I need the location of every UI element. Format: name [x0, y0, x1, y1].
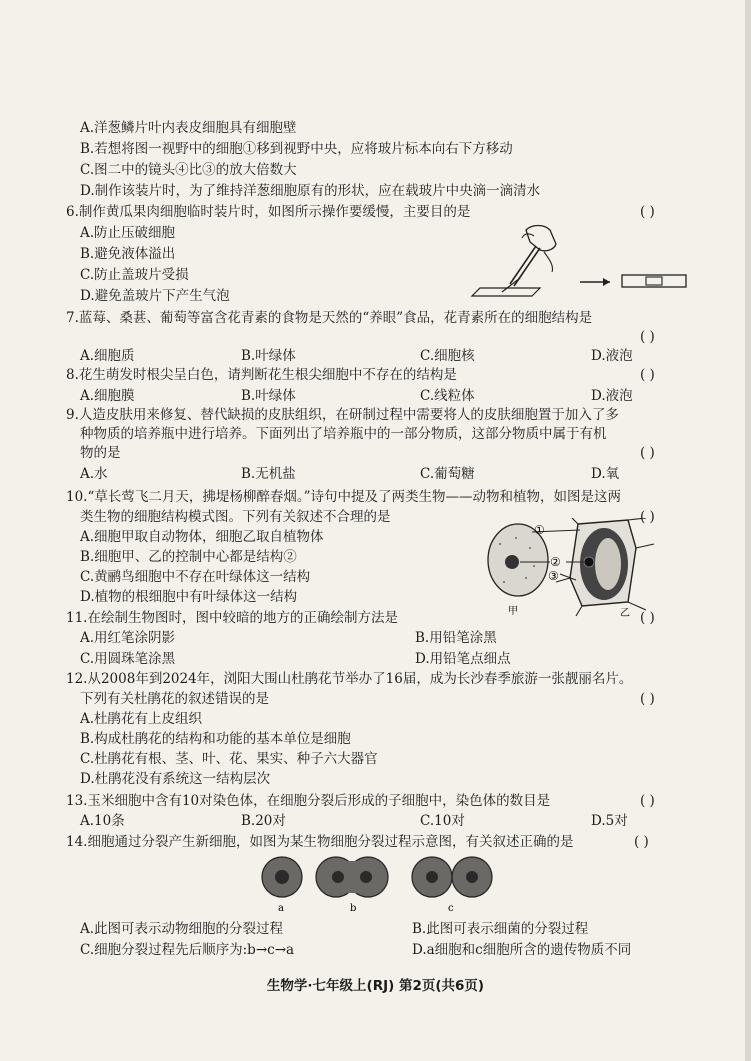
q12-option-d: D.杜鹃花没有系统这一结构层次 — [80, 771, 271, 787]
scan-edge — [745, 0, 751, 1061]
q6-option-d: D.避免盖玻片下产生气泡 — [80, 288, 230, 304]
q9-option-b: B.无机盐 — [241, 466, 296, 482]
q11-option-b: B.用铅笔涂黑 — [415, 630, 497, 646]
plant-cell-vacuole — [595, 538, 621, 590]
q6-stem: 6.制作黄瓜果肉细胞临时装片时，如图所示操作要缓慢，主要目的是 — [66, 204, 471, 220]
label-2: ② — [550, 555, 561, 569]
q14-option-a: A.此图可表示动物细胞的分裂过程 — [80, 921, 284, 937]
coverslip-operation-figure — [470, 222, 700, 302]
label-a: a — [278, 903, 284, 914]
q13-option-a: A.10条 — [80, 813, 125, 829]
q11-answer-paren: ( ) — [640, 610, 655, 626]
q9-option-a: A.水 — [80, 466, 108, 482]
q10-stem-line1: 10.“草长莺飞二月天，拂堤杨柳醉春烟。”诗句中提及了两类生物——动物和植物，如图是这两 — [66, 489, 622, 505]
q10-option-c: C.黄鹂鸟细胞中不存在叶绿体这一结构 — [80, 569, 311, 585]
q6-answer-paren: ( ) — [640, 204, 655, 220]
label-b: b — [350, 903, 357, 914]
q13-stem: 13.玉米细胞中含有10对染色体，在细胞分裂后形成的子细胞中，染色体的数目是 — [66, 793, 551, 809]
q9-option-c: C.葡萄糖 — [420, 466, 475, 482]
q11-option-a: A.用红笔涂阴影 — [80, 630, 176, 646]
q12-option-a: A.杜鹃花有上皮组织 — [80, 711, 203, 727]
q7-option-d: D.液泡 — [591, 348, 633, 364]
q14-answer-paren: ( ) — [634, 834, 649, 850]
q7-option-a: A.细胞质 — [80, 348, 135, 364]
cell-a-nucleus — [275, 870, 289, 884]
q8-option-a: A.细胞膜 — [80, 388, 135, 404]
animal-cell-nucleus — [505, 555, 519, 569]
q14-option-c: C.细胞分裂过程先后顺序为:b→c→a — [80, 942, 295, 958]
label-jia: 甲 — [508, 606, 518, 617]
q9-stem-line3: 物的是 — [80, 445, 121, 461]
q10-option-d: D.植物的根细胞中有叶绿体这一结构 — [80, 589, 298, 605]
q11-stem: 11.在绘制生物图时，图中较暗的地方的正确绘制方法是 — [66, 610, 398, 626]
q5-option-b: B.若想将图一视野中的细胞①移到视野中央，应将玻片标本向右下方移动 — [80, 141, 513, 157]
q7-stem: 7.蓝莓、桑葚、葡萄等富含花青素的食物是天然的“养眼”食品，花青素所在的细胞结构是 — [66, 310, 593, 326]
q8-option-d: D.液泡 — [591, 388, 633, 404]
cell-division-figure — [260, 853, 510, 915]
q6-option-a: A.防止压破细胞 — [80, 225, 176, 241]
q13-option-c: C.10对 — [420, 813, 465, 829]
label-3: ③ — [548, 569, 559, 583]
q11-option-c: C.用圆珠笔涂黑 — [80, 651, 176, 667]
label-c: c — [448, 903, 454, 914]
q13-answer-paren: ( ) — [640, 793, 655, 809]
q8-option-b: B.叶绿体 — [241, 388, 296, 404]
q5-option-a: A.洋葱鳞片叶内表皮细胞具有细胞壁 — [80, 120, 297, 136]
q10-option-a: A.细胞甲取自动物体，细胞乙取自植物体 — [80, 529, 324, 545]
q5-option-d: D.制作该装片时，为了维持洋葱细胞原有的形状，应在载玻片中央滴一滴清水 — [80, 183, 541, 199]
q12-stem-line2: 下列有关杜鹃花的叙述错误的是 — [80, 691, 269, 707]
q13-option-d: D.5对 — [591, 813, 628, 829]
q10-option-b: B.细胞甲、乙的控制中心都是结构② — [80, 549, 297, 565]
q12-option-b: B.构成杜鹃花的结构和功能的基本单位是细胞 — [80, 731, 351, 747]
q12-stem-line1: 12.从2008年到2024年，浏阳大围山杜鹃花节举办了16届，成为长沙春季旅游一张靓丽名片。 — [66, 671, 633, 687]
q14-option-b: B.此图可表示细菌的分裂过程 — [412, 921, 589, 937]
q5-option-c: C.图二中的镜头④比③的放大倍数大 — [80, 162, 297, 178]
q8-stem: 8.花生萌发时根尖呈白色，请判断花生根尖细胞中不存在的结构是 — [66, 367, 457, 383]
label-1: ① — [534, 523, 545, 537]
q14-stem: 14.细胞通过分裂产生新细胞，如图为某生物细胞分裂过程示意图，有关叙述正确的是 — [66, 834, 574, 850]
q9-option-d: D.氧 — [591, 466, 620, 482]
label-yi: 乙 — [620, 608, 630, 618]
q12-option-c: C.杜鹃花有根、茎、叶、花、果实、种子六大器官 — [80, 751, 378, 767]
q9-answer-paren: ( ) — [640, 445, 655, 461]
q7-answer-paren: ( ) — [640, 329, 655, 345]
q10-stem-line2: 类生物的细胞结构模式图。下列有关叙述不合理的是 — [80, 509, 391, 525]
q9-stem-line2: 种物质的培养瓶中进行培养。下面列出了培养瓶中的一部分物质，这部分物质中属于有机 — [80, 426, 607, 442]
q10-answer-paren: ( ) — [640, 509, 655, 525]
q9-stem-line1: 9.人造皮肤用来修复、替代缺损的皮肤组织，在研制过程中需要将人的皮肤细胞置于加入了多 — [66, 407, 619, 423]
q13-option-b: B.20对 — [241, 813, 286, 829]
q14-option-d: D.a细胞和c细胞所含的遗传物质不同 — [412, 942, 632, 958]
q7-option-b: B.叶绿体 — [241, 348, 296, 364]
animal-plant-cell-figure — [486, 518, 656, 618]
q8-option-c: C.线粒体 — [420, 388, 475, 404]
q7-option-c: C.细胞核 — [420, 348, 475, 364]
q6-option-c: C.防止盖玻片受损 — [80, 267, 189, 283]
page-footer: 生物学·七年级上(RJ) 第2页(共6页) — [266, 978, 485, 994]
q6-option-b: B.避免液体溢出 — [80, 246, 176, 262]
q11-option-d: D.用铅笔点细点 — [415, 651, 511, 667]
q12-answer-paren: ( ) — [640, 691, 655, 707]
q8-answer-paren: ( ) — [640, 367, 655, 383]
